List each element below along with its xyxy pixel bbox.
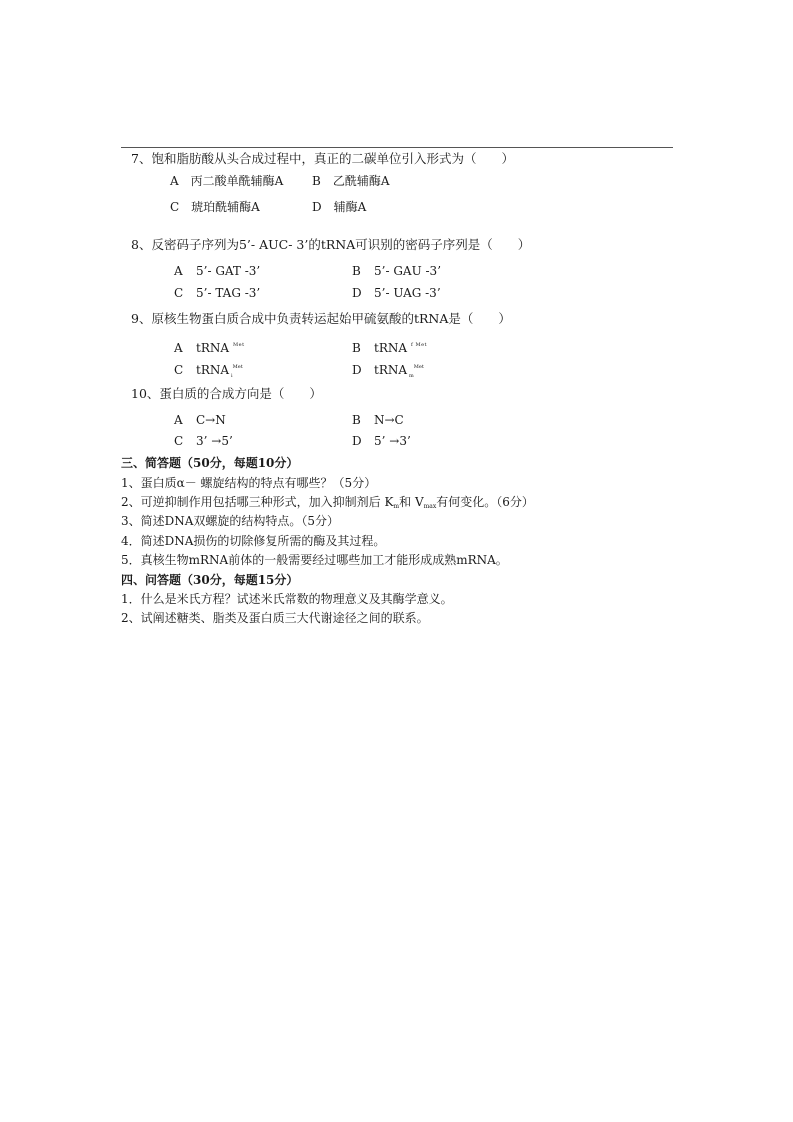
question-9-option-d [352, 360, 424, 383]
subscript: max [423, 503, 437, 510]
option-letter: A [174, 413, 183, 427]
item-text: 有何变化。（6分） [436, 495, 534, 509]
option-text: 5’ →3’ [374, 434, 411, 448]
question-7-option-b: B 乙酰辅酶A [312, 174, 390, 188]
question-8-option-b [352, 264, 441, 278]
option-text: tRNA [196, 341, 230, 355]
superscript: Met [233, 342, 245, 348]
option-text: tRNA [374, 363, 408, 377]
question-7-option-c: C 琥珀酰辅酶A [170, 200, 260, 214]
section-3-item-2 [121, 495, 534, 514]
section-3-heading: 三、简答题（50分，每题10分） [121, 456, 299, 470]
question-8-stem: 8、反密码子序列为5’- AUC- 3’的tRNA可识别的密码子序列是（ ） [131, 237, 531, 252]
question-8-option-a [174, 264, 260, 278]
subscript: m [393, 503, 400, 510]
question-8-option-c [174, 286, 260, 300]
option-text: tRNA [196, 363, 230, 377]
section-3-item-4: 4．简述DNA损伤的切除修复所需的酶及其过程。 [121, 534, 386, 548]
question-10-option-c [174, 434, 233, 448]
header-rule [121, 147, 673, 148]
question-9-stem: 9、原核生物蛋白质合成中负责转运起始甲硫氨酸的tRNA是（ ） [131, 311, 511, 326]
option-letter: C [174, 363, 184, 377]
question-10-option-a [174, 413, 226, 427]
question-9-option-b [352, 338, 427, 355]
option-letter: B [352, 264, 361, 278]
question-9-option-c [174, 360, 243, 383]
question-7-option-a: A 丙二酸单酰辅酶A [170, 174, 284, 188]
option-letter: B [352, 341, 361, 355]
option-letter: B [352, 413, 361, 427]
question-8-option-d [352, 286, 441, 300]
option-letter: C [174, 286, 184, 300]
option-text: 3’ →5’ [196, 434, 233, 448]
question-10-option-b [352, 413, 404, 427]
option-text: N→C [374, 413, 404, 427]
option-text: 5’- TAG -3’ [196, 286, 261, 300]
superscript: f Met [411, 342, 428, 348]
subscript: m [409, 373, 414, 379]
section-4-item-1: 1．什么是米氏方程？试述米氏常数的物理意义及其酶学意义。 [121, 592, 453, 606]
question-10-option-d [352, 434, 411, 448]
option-text: C→N [196, 413, 226, 427]
option-letter: D [352, 363, 362, 377]
item-text: 2、可逆抑制作用包括哪三种形式，加入抑制剂后 K [121, 495, 394, 509]
question-10-stem: 10、蛋白质的合成方向是（ ） [131, 386, 322, 401]
section-4-heading: 四、问答题（30分，每题15分） [121, 573, 299, 587]
superscript: Met [413, 364, 424, 370]
section-4-item-2: 2、试阐述糖类、脂类及蛋白质三大代谢途径之间的联系。 [121, 611, 429, 625]
option-letter: D [352, 286, 362, 300]
subscript: i [231, 373, 233, 379]
option-letter: D [352, 434, 362, 448]
section-3-item-3: 3、简述DNA双螺旋的结构特点。（5分） [121, 514, 340, 528]
option-letter: C [174, 434, 184, 448]
section-3-item-5: 5．真核生物mRNA前体的一般需要经过哪些加工才能形成成熟mRNA。 [121, 553, 508, 567]
option-letter: A [174, 341, 183, 355]
question-9-option-a [174, 338, 245, 355]
option-letter: A [174, 264, 183, 278]
section-3-item-1: 1、蛋白质α－ 螺旋结构的特点有哪些？（5分） [121, 476, 377, 490]
superscript: Met [232, 364, 243, 370]
question-7-stem: 7、饱和脂肪酸从头合成过程中，真正的二碳单位引入形式为（ ） [131, 151, 514, 166]
option-text: 5’- UAG -3’ [374, 286, 441, 300]
option-text: 5’- GAT -3’ [196, 264, 261, 278]
question-7-option-d: D 辅酶A [312, 200, 367, 214]
item-text: 和 V [399, 495, 424, 509]
option-text: tRNA [374, 341, 408, 355]
option-text: 5’- GAU -3’ [374, 264, 442, 278]
